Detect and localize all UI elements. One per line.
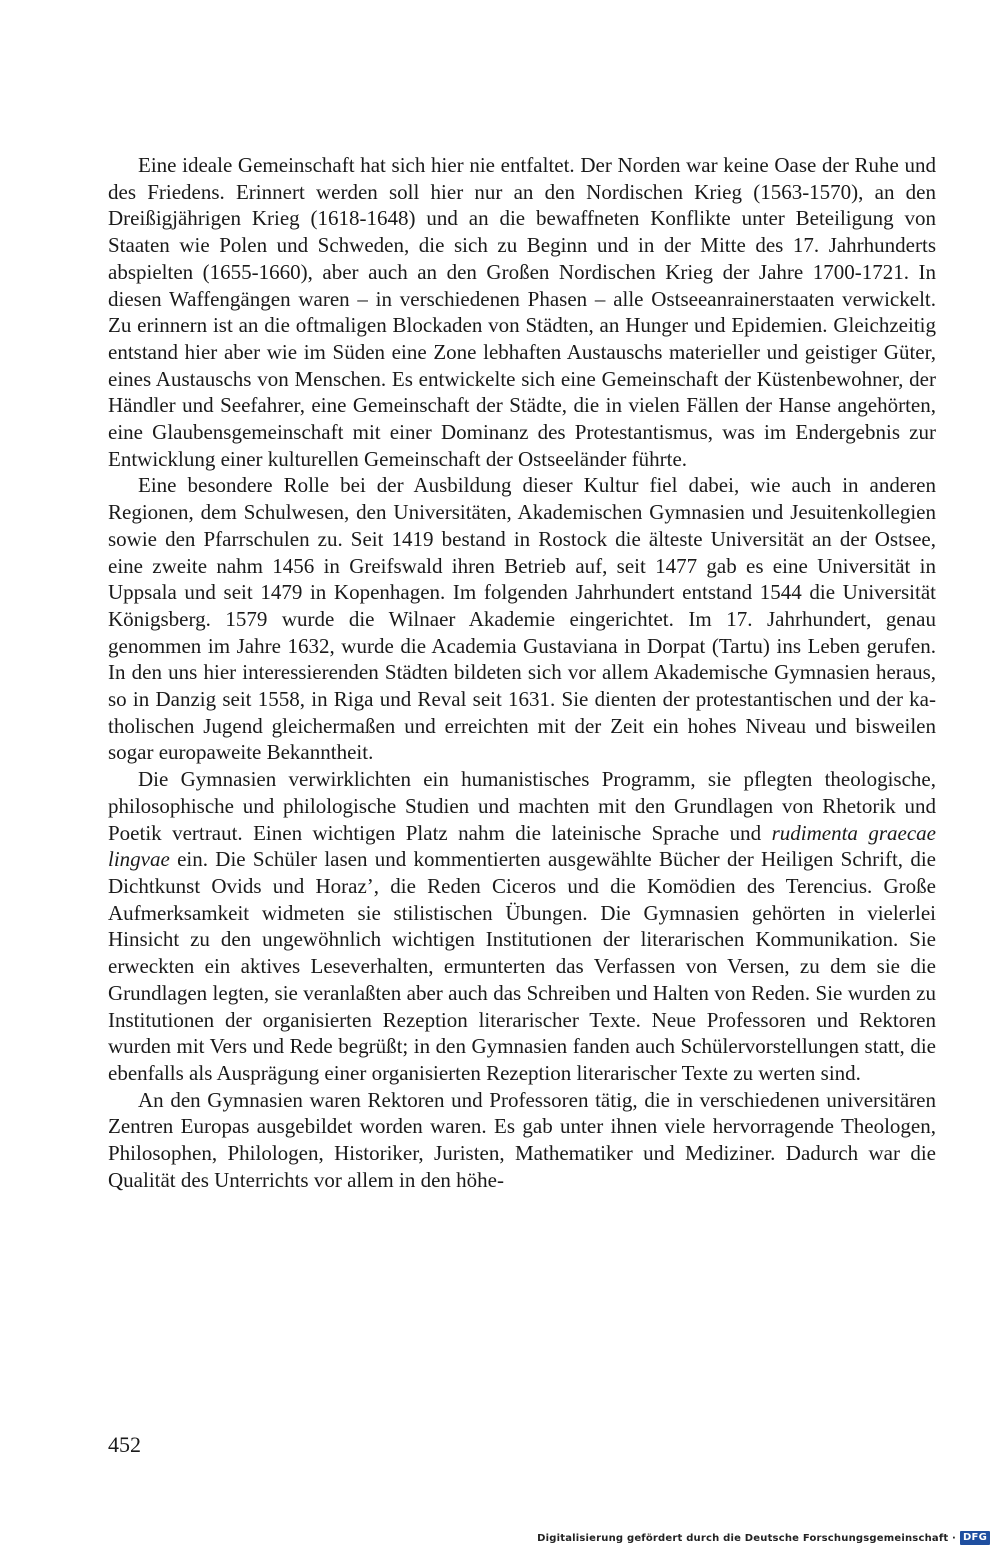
page-number: 452 (108, 1432, 141, 1457)
text-run: Eine besondere Rolle bei der Ausbildung dieser Kultur fiel dabei, wie auch in anderen Regionen, dem Schulwesen, den Universitäten, Akademischen Gymnasien und Jesuitenkollegien sowie den Pfarrschulen zu. Seit 1419 bestand in Rostock die älteste Universität an der Ostsee, eine zweite nahm 1456 in Greifswald ihren Betrieb auf, seit 1477 gab es eine Universität in Uppsala und seit 1479 in Kopenhagen. Im folgenden Jahrhundert entstand 1544 die Universität Königsberg. 1579 wurde die Wilnaer Akademie eingerichtet. Im 17. Jahrhundert, genau genommen im Jahre 1632, wurde die Academia Gustaviana in Dorpat (Tartu) ins Leben gerufen. In den uns hier interessierenden Städten bildeten sich vor allem Akademische Gymnasien heraus, so in Danzig seit 1558, in Riga und Reval seit 1631. Sie dienten der protestantischen und der katholischen Jugend gleichermaßen und erreichten mit der Zeit ein hohes Niveau und bisweilen sogar europaweite Bekanntheit. (108, 473, 936, 765)
text-run: An den Gymnasien waren Rektoren und Professoren tätig, die in verschiedenen universitären Zentren Europas ausgebildet worden waren. Es gab unter ihnen viele hervorragende Theologen, Philosophen, Philologen, Historiker, Juristen, Mathematiker und Mediziner. Dadurch war die Qualität des Unterrichts vor allem in den höhe- (108, 1087, 936, 1192)
paragraph (108, 152, 936, 472)
body-text (108, 152, 936, 1193)
digitization-credit (537, 1531, 990, 1545)
paragraph (108, 766, 936, 1086)
paragraph (108, 472, 936, 766)
text-run: ein. Die Schüler lasen und kommentierten ausgewählte Bücher der Heiligen Schrift, die Dichtkunst Ovids und Horaz’, die Reden Ciceros und die Komödien des Terencius. Große Aufmerksamkeit widmeten sie stilistischen Übungen. Die Gymnasien gehörten in vielerlei Hinsicht zu den ungewöhnlich wichtigen Institutionen der literarischen Kommunikation. Sie erweckten ein aktives Leseverhalten, ermunterten das Verfassen von Versen, zu dem sie die Grundlagen legten, sie veranlaßten aber auch das Schreiben und Halten von Reden. Sie wurden zu Institutionen der organisierten Rezeption literarischer Texte. Neue Professoren und Rektoren wurden mit Vers und Rede begrüßt; in den Gymnasien fanden auch Schülervorstellungen statt, die ebenfalls als Ausprägung einer organisierten Rezeption literarischer Texte zu werten sind. (108, 847, 936, 1085)
digitization-credit-text: Digitalisierung gefördert durch die Deutsche Forschungsgemeinschaft · (537, 1532, 957, 1544)
text-run: Die Gymnasien verwirklichten ein humanistisches Programm, sie pflegten theologische, philosophische und philologische Studien und machten mit den Grundlagen von Rhetorik und Poetik vertraut. Einen wichtigen Platz nahm die lateinische Sprache und (108, 767, 936, 845)
text-run: Eine ideale Gemeinschaft hat sich hier nie entfaltet. Der Norden war keine Oase der Ruhe und des Friedens. Erinnert werden soll hier nur an den Nordischen Krieg (1563-1570), an den Dreißigjährigen Krieg (1618-1648) und an die bewaffneten Konflikte unter Beteiligung von Staaten wie Polen und Schweden, die sich zu Beginn und in der Mitte des 17. Jahrhunderts abspielten (1655-1660), aber auch an den Großen Nordischen Krieg der Jahre 1700-1721. In diesen Waffengängen waren – in verschiedenen Phasen – alle Ostseeanrainerstaaten verwickelt. Zu erinnern ist an die oftmaligen Blockaden von Städten, an Hunger und Epidemien. Gleichzeitig entstand hier aber wie im Süden eine Zone lebhaften Austauschs materieller und geistiger Güter, eines Austauschs von Menschen. Es entwickelte sich eine Gemeinschaft der Küstenbewohner, der Händler und Seefahrer, eine Gemeinschaft der Städte, die in vielen Fällen der Hanse angehörten, eine Glaubensgemeinschaft mit einer Dominanz des Protestantismus, was im Endergebnis zur Entwicklung einer kulturellen Gemeinschaft der Ostseeländer führte. (108, 153, 936, 471)
italic-phrase: rudimenta graecae lingvae (108, 820, 936, 872)
paragraph (108, 1087, 936, 1194)
dfg-logo-icon: DFG (960, 1531, 990, 1545)
